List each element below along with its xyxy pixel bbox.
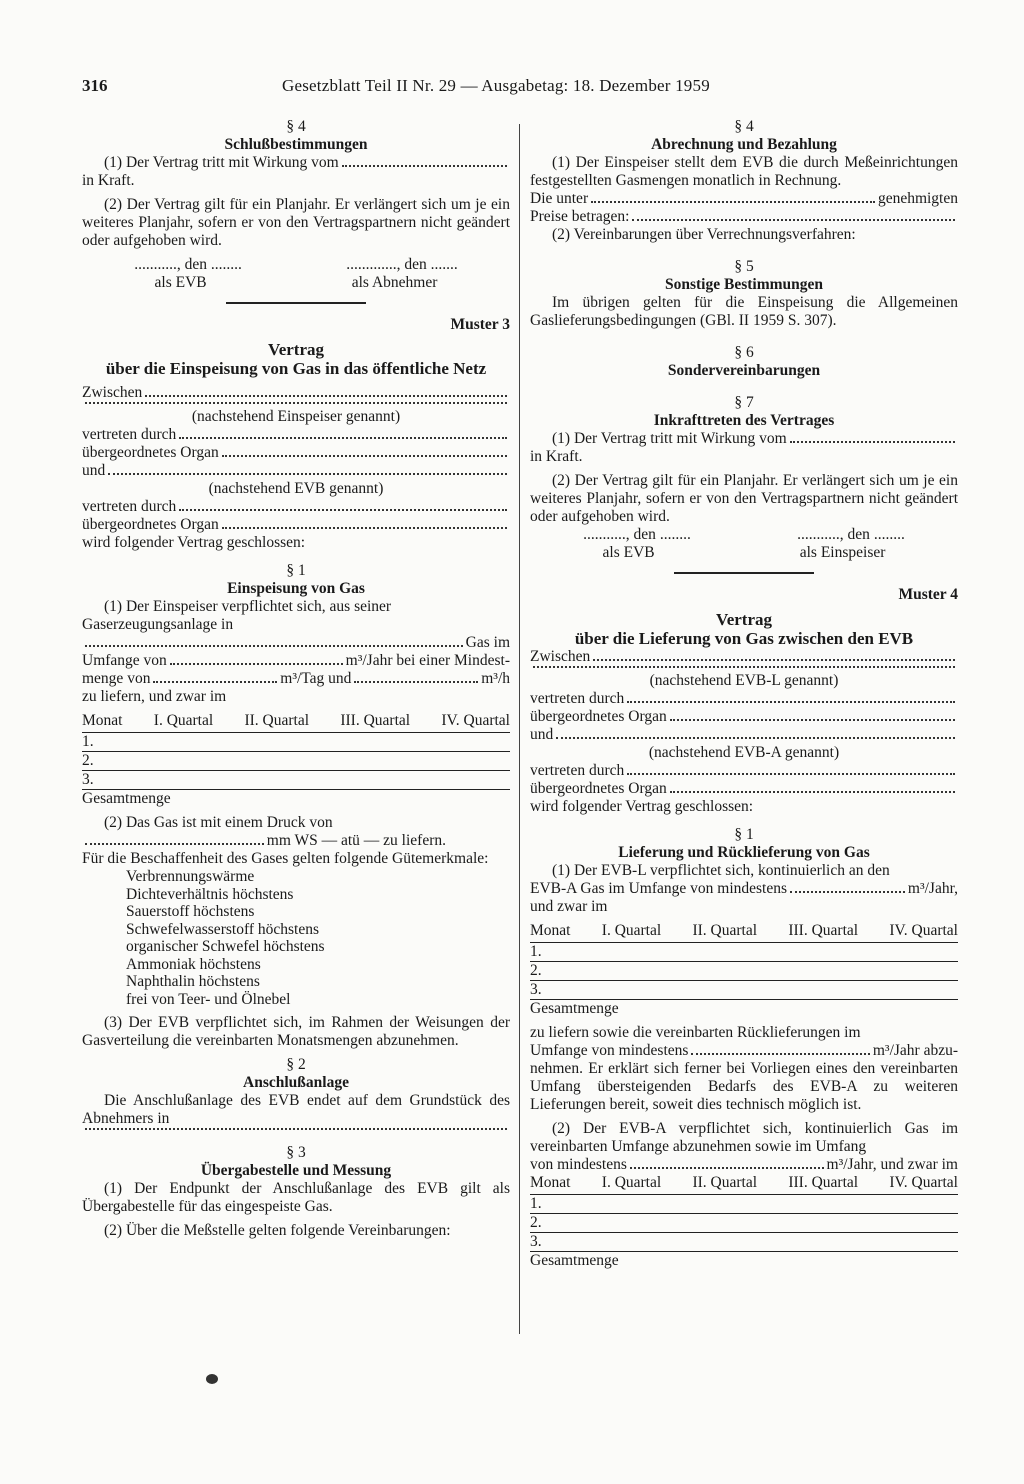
table-row: 1. (530, 1195, 958, 1214)
contract-title: Vertrag (715, 610, 772, 629)
ink-blot (206, 1374, 218, 1384)
section-number: § 5 (734, 258, 754, 275)
column-divider (519, 124, 520, 1334)
section-title: Übergabestelle und Messung (200, 1162, 392, 1179)
list-item: Verbrennungswärme (126, 868, 255, 885)
list-item: Ammoniak höchstens (126, 955, 261, 973)
list-item: frei von Teer- und Ölnebel (126, 990, 291, 1008)
running-title: Gesetzblatt Teil II Nr. 29 — Ausgabetag: 18. Dezember 1959 (282, 76, 710, 95)
list-item: Sauerstoff höchstens (126, 903, 255, 920)
paragraph: (1) Der Endpunkt der Anschlußanlage des EVB gilt als Übergabestelle für das eingespeiste Gas. (82, 1180, 510, 1215)
party-note: (nachstehend EVB-L genannt) (649, 672, 839, 689)
dotted-line: Preise betragen: (530, 208, 958, 226)
right-column (530, 118, 958, 1270)
list-item: Schwefelwasserstoff höchstens (126, 920, 319, 938)
section-title: Lieferung und Rücklieferung von Gas (618, 844, 870, 861)
signature-line: ..........., den ........ ............., den ....... (134, 256, 458, 273)
paragraph: wird folgender Vertrag geschlossen: (82, 534, 306, 551)
paragraph: Die Anschlußanlage des EVB endet auf dem Grundstück des Abnehmers in (82, 1092, 510, 1127)
signature-labels: als EVB als Einspeiser (602, 544, 886, 561)
total-label: Gesamtmenge (530, 1000, 619, 1017)
paragraph: (1) Der EVB-L verpflichtet sich, kontinuierlich an den (552, 862, 890, 879)
left-column (82, 118, 510, 1240)
party-note: (nachstehend Einspeiser genannt) (191, 408, 401, 425)
paragraph: (2) Über die Meßstelle gelten folgende Vereinbarungen: (104, 1222, 451, 1239)
muster-label: Muster 3 (450, 316, 510, 333)
paragraph: (2) Das Gas ist mit einem Druck von (104, 814, 333, 831)
table-row: 2. (82, 752, 510, 771)
table-row: 3. (530, 981, 958, 1000)
dotted-line: vertreten durch (82, 426, 510, 444)
paragraph: in Kraft. (530, 448, 583, 465)
table-row: 3. (530, 1233, 958, 1252)
paragraph: zu liefern sowie die vereinbarten Rücklieferungen im (530, 1024, 861, 1041)
dotted-line: übergeordnetes Organ (82, 444, 510, 462)
quarter-table-header: Monat I. Quartal II. Quartal III. Quartal IV. Quartal (530, 1174, 958, 1195)
dotted-line: vertreten durch (82, 498, 510, 516)
table-row: 3. (82, 771, 510, 790)
dotted-line: übergeordnetes Organ (530, 708, 958, 726)
list-item: Dichteverhältnis höchstens (126, 885, 294, 903)
contract-title: Vertrag (267, 340, 324, 359)
section-number: § 1 (286, 562, 306, 579)
paragraph: Für die Beschaffenheit des Gases gelten folgende Gütemerkmale: (82, 850, 489, 867)
list-item: organischer Schwefel höchstens (126, 938, 325, 955)
separator-rule (674, 572, 814, 574)
dotted-line: (1) Der Vertrag tritt mit Wirkung vom (530, 430, 958, 448)
list-item: Naphthalin höchstens (126, 973, 260, 990)
section-number: § 4 (286, 118, 306, 135)
dotted-line: mm WS — atü — zu liefern. (82, 832, 510, 850)
paragraph: zu liefern, und zwar im (82, 688, 227, 705)
section-title: Schlußbestimmungen (224, 136, 368, 153)
signature-labels: als EVB als Abnehmer (154, 274, 438, 291)
muster-label: Muster 4 (898, 586, 958, 603)
section-number: § 1 (734, 826, 754, 843)
dotted-line: (1) Der Vertrag tritt mit Wirkung vom (82, 154, 510, 172)
total-label: Gesamtmenge (530, 1252, 619, 1269)
dotted-line: menge von m³/Tag und m³/h (82, 670, 510, 687)
section-title: Inkrafttreten des Vertrages (653, 412, 835, 429)
paragraph: (1) Der Einspeiser stellt dem EVB die durch Meßeinrichtungen festgestellten Gasmengen monatlich in Rechnung. (530, 154, 958, 189)
section-title: Sonstige Bestimmungen (664, 276, 824, 293)
table-row: 1. (82, 733, 510, 752)
paragraph: in Kraft. (82, 172, 135, 189)
dotted-line: EVB-A Gas im Umfange von mindestens m³/Jahr, (530, 880, 958, 897)
paragraph: und zwar im (530, 898, 608, 915)
dotted-line: vertreten durch (530, 762, 958, 780)
page-header (82, 76, 784, 100)
section-number: § 7 (734, 394, 754, 411)
section-title: Anschlußanlage (243, 1074, 349, 1091)
dotted-line: vertreten durch (530, 690, 958, 708)
dotted-line: und (530, 726, 958, 744)
contract-subtitle: über die Einspeisung von Gas in das öffentliche Netz (105, 359, 487, 378)
table-row: 2. (530, 962, 958, 981)
table-row: 2. (530, 1214, 958, 1233)
page-number: 316 (82, 76, 108, 95)
paragraph: (2) Der Vertrag gilt für ein Planjahr. Er verlängert sich um je ein weiteres Planjahr, sofern er von den Vertragspartnern nicht geändert oder aufgehoben wird. (82, 196, 510, 249)
dotted-line: Zwischen (82, 384, 510, 402)
paragraph: wird folgender Vertrag geschlossen: (530, 798, 754, 815)
dotted-line: Umfange von m³/Jahr bei einer Mindest- (82, 652, 510, 669)
paragraph: (2) Der Vertrag gilt für ein Planjahr. Er verlängert sich um je ein weiteres Planjahr, sofern er von den Vertragspartnern nicht geändert oder aufgehoben wird. (530, 472, 958, 525)
dotted-line: übergeordnetes Organ (82, 516, 510, 534)
section-number: § 6 (734, 344, 754, 361)
section-title: Sondervereinbarungen (667, 362, 821, 379)
paragraph: (1) Der Einspeiser verpflichtet sich, aus seiner Gaserzeugungsanlage in (82, 598, 392, 633)
quality-list (82, 868, 510, 1008)
party-note: (nachstehend EVB genannt) (208, 480, 384, 497)
paragraph: (3) Der EVB verpflichtet sich, im Rahmen der Weisungen der Gasverteilung die vereinbarten Monatsmengen abzunehmen. (82, 1014, 510, 1049)
dotted-line: und (82, 462, 510, 480)
separator-rule (226, 302, 366, 304)
party-note: (nachstehend EVB-A genannt) (648, 744, 840, 761)
total-label: Gesamtmenge (82, 790, 171, 807)
paragraph: Im übrigen gelten für die Einspeisung die Allgemeinen Gaslieferungsbedingungen (GBl. II 1959 S. 307). (530, 294, 958, 329)
contract-subtitle: über die Lieferung von Gas zwischen den EVB (574, 629, 914, 648)
paragraph: (2) Vereinbarungen über Verrechnungsverfahren: (552, 226, 856, 243)
dotted-line: Zwischen (530, 648, 958, 666)
signature-line: ..........., den ........ ..........., den ........ (583, 526, 905, 543)
section-number: § 3 (286, 1144, 306, 1161)
section-number: § 2 (286, 1056, 306, 1073)
section-title: Einspeisung von Gas (227, 580, 365, 597)
dotted-line: von mindestens m³/Jahr, und zwar im (530, 1156, 958, 1173)
quarter-table-header: Monat I. Quartal II. Quartal III. Quartal IV. Quartal (82, 712, 510, 733)
section-number: § 4 (734, 118, 754, 135)
section-title: Abrechnung und Bezahlung (651, 136, 837, 153)
quarter-table-header: Monat I. Quartal II. Quartal III. Quartal IV. Quartal (530, 922, 958, 943)
dotted-line: übergeordnetes Organ (530, 780, 958, 798)
paragraph: (2) Der EVB-A verpflichtet sich, kontinuierlich Gas im vereinbarten Umfange abzunehmen sowie im Umfang (530, 1120, 958, 1155)
table-row: 1. (530, 943, 958, 962)
dotted-line: Gas im (82, 634, 510, 652)
paragraph: nehmen. Er erklärt sich ferner bei Vorliegen eines den vereinbarten Umfang übersteigenden Bedarfs des EVB-A zu weiteren Lieferungen bereit, soweit dies technisch möglich ist. (530, 1060, 958, 1113)
dotted-line: Umfange von mindestens m³/Jahr abzu- (530, 1042, 958, 1059)
dotted-line: Die unter genehmigten (530, 190, 958, 207)
